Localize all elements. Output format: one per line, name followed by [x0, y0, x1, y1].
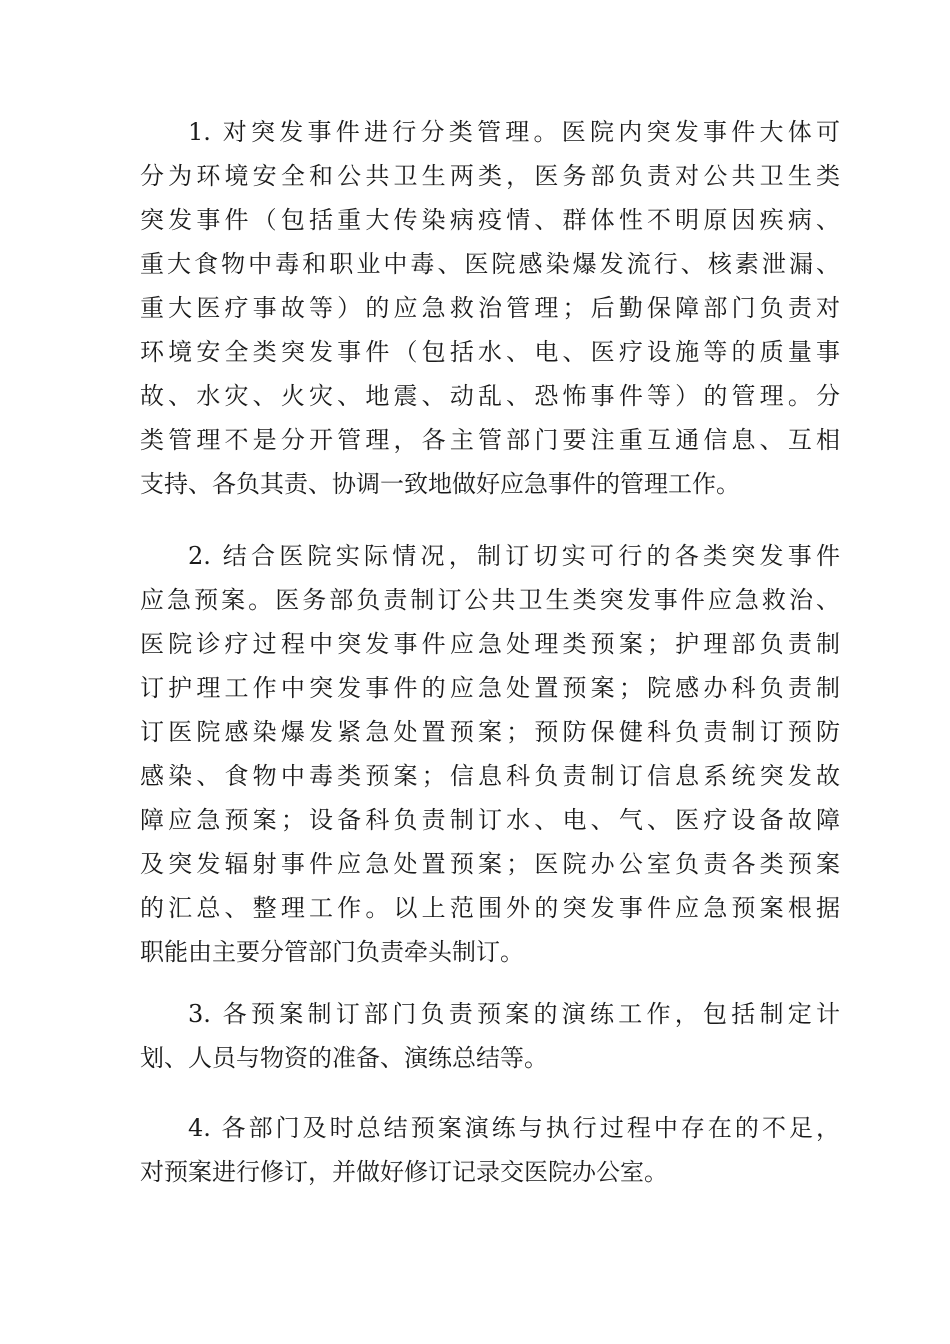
paragraph-line: 4. 各部门及时总结预案演练与执行过程中存在的不足，: [188, 1114, 840, 1142]
paragraph-line: 支持、各负其责、协调一致地做好应急事件的管理工作。: [140, 470, 740, 498]
paragraph-line: 故、水灾、火灾、地震、动乱、恐怖事件等）的管理。分: [140, 382, 840, 410]
paragraph-line: 及突发辐射事件应急处置预案；医院办公室负责各类预案: [140, 850, 840, 878]
paragraph-line: 分为环境安全和公共卫生两类，医务部负责对公共卫生类: [140, 162, 840, 190]
paragraph-line: 重大食物中毒和职业中毒、医院感染爆发流行、核素泄漏、: [140, 250, 840, 278]
paragraph-line: 重大医疗事故等）的应急救治管理；后勤保障部门负责对: [140, 294, 840, 322]
paragraph-2: [140, 534, 840, 974]
paragraph-line: 对预案进行修订，并做好修订记录交医院办公室。: [140, 1158, 668, 1186]
paragraph-line: 医院诊疗过程中突发事件应急处理类预案；护理部负责制: [140, 630, 840, 658]
paragraph-line: 突发事件（包括重大传染病疫情、群体性不明原因疾病、: [140, 206, 840, 234]
paragraph-3: [140, 992, 840, 1080]
paragraph-line: 2. 结合医院实际情况，制订切实可行的各类突发事件: [188, 542, 840, 570]
paragraph-line: 职能由主要分管部门负责牵头制订。: [140, 938, 524, 966]
paragraph-line: 类管理不是分开管理，各主管部门要注重互通信息、互相: [140, 426, 840, 454]
paragraph-line: 3. 各预案制订部门负责预案的演练工作，包括制定计: [188, 1000, 840, 1028]
paragraph-4: [140, 1106, 840, 1194]
paragraph-line: 的汇总、整理工作。以上范围外的突发事件应急预案根据: [140, 894, 840, 922]
paragraph-line: 订护理工作中突发事件的应急处置预案；院感办科负责制: [140, 674, 840, 702]
paragraph-line: 障应急预案；设备科负责制订水、电、气、医疗设备故障: [140, 806, 840, 834]
paragraph-line: 应急预案。医务部负责制订公共卫生类突发事件应急救治、: [140, 586, 840, 614]
paragraph-line: 感染、食物中毒类预案；信息科负责制订信息系统突发故: [140, 762, 840, 790]
paragraph-line: 划、人员与物资的准备、演练总结等。: [140, 1044, 548, 1072]
paragraph-line: 1. 对突发事件进行分类管理。医院内突发事件大体可: [188, 118, 840, 146]
paragraph-1: [140, 110, 840, 506]
paragraph-line: 订医院感染爆发紧急处置预案；预防保健科负责制订预防: [140, 718, 840, 746]
paragraph-line: 环境安全类突发事件（包括水、电、医疗设施等的质量事: [140, 338, 840, 366]
